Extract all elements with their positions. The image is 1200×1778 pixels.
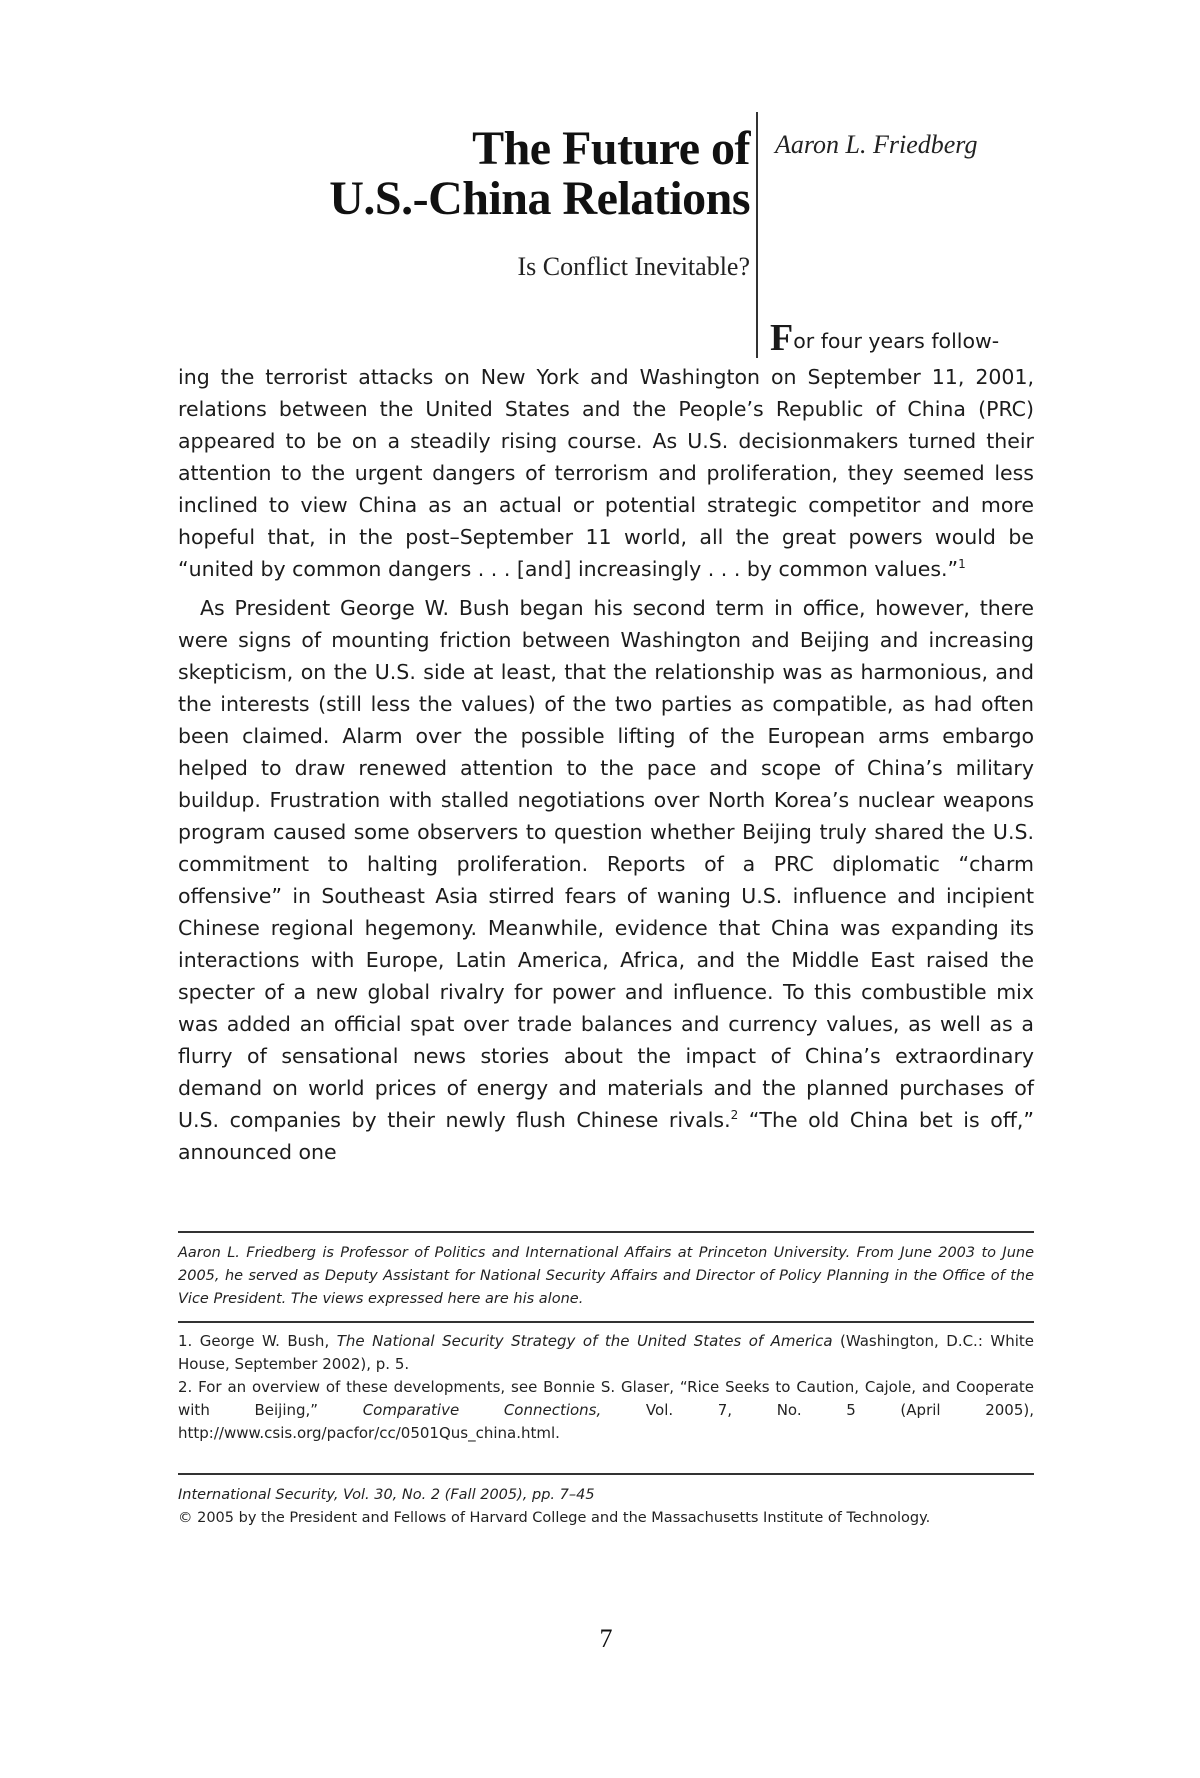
paragraph-1 — [178, 361, 1034, 585]
drop-cap: F — [770, 317, 794, 359]
footnotes — [178, 1330, 1034, 1445]
footnote-2-title: Comparative Connections, — [362, 1401, 602, 1419]
author-name: Aaron L. Friedberg — [775, 130, 978, 159]
footnote-2 — [178, 1376, 1034, 1445]
opening-line-text: or four years follow- — [793, 329, 1000, 353]
paragraph-2-continuation: “The old China bet is off,” announced one — [178, 1108, 1034, 1164]
footnote-1-text: 1. George W. Bush, — [178, 1332, 337, 1350]
author-bio: Aaron L. Friedberg is Professor of Politics and International Affairs at Princeton University. From June 2003 to June 2005, he served as Deputy Assistant for National Security Affairs and Director of Policy Planning in the Office of the Vice President. The views expressed here are his alone. — [178, 1245, 1034, 1307]
footnote-2-text: 2. For an overview of these developments, see Bonnie S. Glaser, “Rice Seeks to Caution, Cajole, and Cooperate with Beijing,” — [178, 1378, 1034, 1419]
title-block — [329, 124, 750, 282]
footnote-separator-bottom — [178, 1473, 1034, 1475]
journal-info — [178, 1484, 1034, 1530]
footnote-separator-top — [178, 1231, 1034, 1233]
article-title-line-2: U.S.-China Relations — [329, 172, 750, 225]
copyright-notice: © 2005 by the President and Fellows of Harvard College and the Massachusetts Institute of Technology. — [178, 1510, 931, 1526]
paragraph-2-text: As President George W. Bush began his second term in office, however, there were signs of mounting friction between Washington and Beijing and increasing skepticism, on the U.S. side at least, that the relationship was as harmonious, and the interests (still less the values) of the two parties as compatible, as had often been claimed. Alarm over the possible lifting of the European arms embargo helped to draw renewed attention to the pace and scope of China’s military buildup. Frustration with stalled negotiations over North Korea’s nuclear weapons program caused some observers to question whether Beijing truly shared the U.S. commitment to halting proliferation. Reports of a PRC diplomatic “charm offensive” in Southeast Asia stirred fears of waning U.S. influence and incipient Chinese regional hegemony. Meanwhile, evidence that China was expanding its interactions with Europe, Latin America, Africa, and the Middle East raised the specter of a new global rivalry for power and influence. To this combustible mix was added an official spat over trade balances and currency values, as well as a flurry of sensational news stories about the impact of China’s extraordinary demand on world prices of energy and materials and the planned purchases of U.S. companies by their newly flush Chinese rivals. — [178, 596, 1034, 1132]
opening-line — [770, 317, 1034, 359]
footnote-ref-1[interactable]: 1 — [958, 557, 966, 572]
paragraph-2 — [178, 592, 1034, 1168]
footnote-1 — [178, 1330, 1034, 1376]
page-number: 7 — [599, 1624, 613, 1653]
footnote-1-rest: (Washington, D.C.: White House, September 2002), p. 5. — [178, 1332, 1034, 1373]
footnote-ref-2[interactable]: 2 — [730, 1108, 739, 1123]
footnote-2-rest: Vol. 7, No. 5 (April 2005), http://www.csis.org/pacfor/cc/0501Qus_china.html. — [178, 1401, 1034, 1442]
article-title-line-1: The Future of — [472, 122, 750, 175]
journal-citation: International Security, Vol. 30, No. 2 (Fall 2005), pp. 7–45 — [178, 1487, 595, 1503]
footnote-1-title: The National Security Strategy of the United States of America — [336, 1332, 833, 1350]
footnote-separator-middle — [178, 1321, 1034, 1323]
paragraph-1-text: ing the terrorist attacks on New York and Washington on September 11, 2001, relations between the United States and the People’s Republic of China (PRC) appeared to be on a steadily rising course. As U.S. decisionmakers turned their attention to the urgent dangers of terrorism and proliferation, they seemed less inclined to view China as an actual or potential strategic competitor and more hopeful that, in the post–September 11 world, all the great powers would be “united by common dangers . . . [and] increasingly . . . by common values.” — [178, 365, 1034, 581]
header-vertical-rule — [756, 112, 758, 358]
article-subtitle: Is Conflict Inevitable? — [517, 252, 750, 281]
